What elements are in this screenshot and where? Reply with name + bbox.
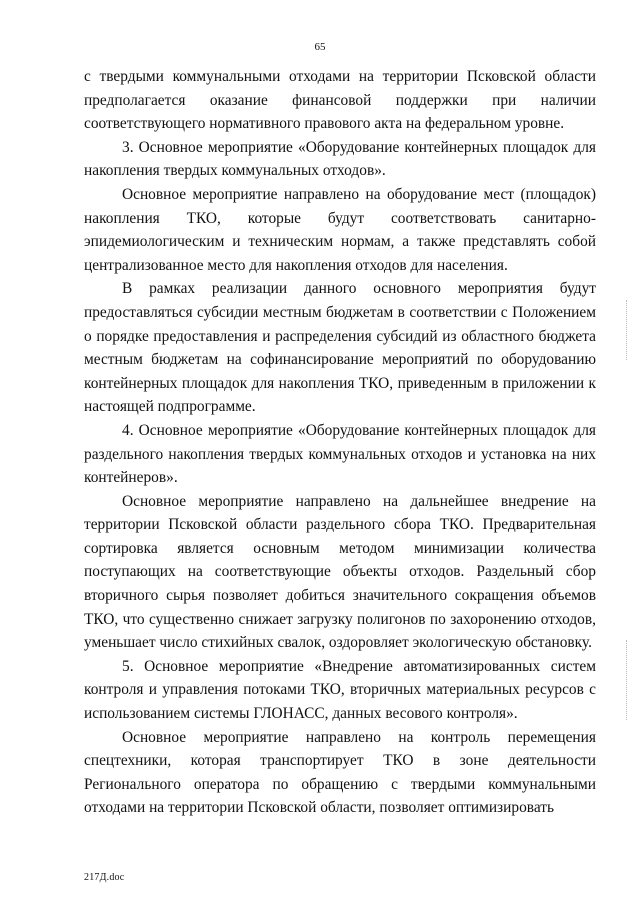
document-body [84,65,596,820]
margin-scan-mark [626,640,629,720]
paragraph-measure-4-heading: 4. Основное мероприятие «Оборудование контейнерных площадок для раздельного накопления твердых коммунальных отходов и установка на них контейнеров». [84,421,596,487]
paragraph-measure-5-heading: 5. Основное мероприятие «Внедрение автоматизированных систем контроля и управления потоками ТКО, вторичных материальных ресурсов с использованием системы ГЛОНАСС, данных весового контроля». [84,657,596,723]
footer-filename: 217Д.doc [84,872,125,883]
page-number: 65 [314,41,326,53]
margin-scan-mark [626,300,629,360]
paragraph-measure-5-description: Основное мероприятие направлено на контроль перемещения спецтехники, которая транспортирует ТКО в зоне деятельности Регионального оператора по обращению с твердыми коммунальными отходами на территории Псковской области, позволяет оптимизировать [84,728,596,817]
paragraph-measure-3-subsidies: В рамках реализации данного основного мероприятия будут предоставляться субсидии местным бюджетам в соответствии с Положением о порядке предоставления и распределения субсидий из областного бюджета местным бюджетам на софинансирование мероприятий по оборудованию контейнерных площадок для накопления ТКО, приведенным в приложении к настоящей подпрограмме. [84,280,596,416]
paragraph-measure-3-description: Основное мероприятие направлено на оборудование мест (площадок) накопления ТКО, которые будут соответствовать санитарно-эпидемиологическим и техническим нормам, а также представлять собой централизованное место для накопления отходов для населения. [84,185,596,274]
paragraph-measure-3-heading: 3. Основное мероприятие «Оборудование контейнерных площадок для накопления твердых коммунальных отходов». [84,138,596,180]
paragraph-continuation: с твердыми коммунальными отходами на территории Псковской области предполагается оказание финансовой поддержки при наличии соответствующего нормативного правового акта на федеральном уровне. [84,68,596,133]
paragraph-measure-4-description: Основное мероприятие направлено на дальнейшее внедрение на территории Псковской области раздельного сбора ТКО. Предварительная сортировка является основным методом минимизации количества поступающих на соответствующие объекты отходов. Раздельный сбор вторичного сырья позволяет добиться значительного сокращения объемов ТКО, что существенно снижает загрузку полигонов по захоронению отходов, уменьшает число стихийных свалок, оздоровляет экологическую обстановку. [84,492,596,652]
